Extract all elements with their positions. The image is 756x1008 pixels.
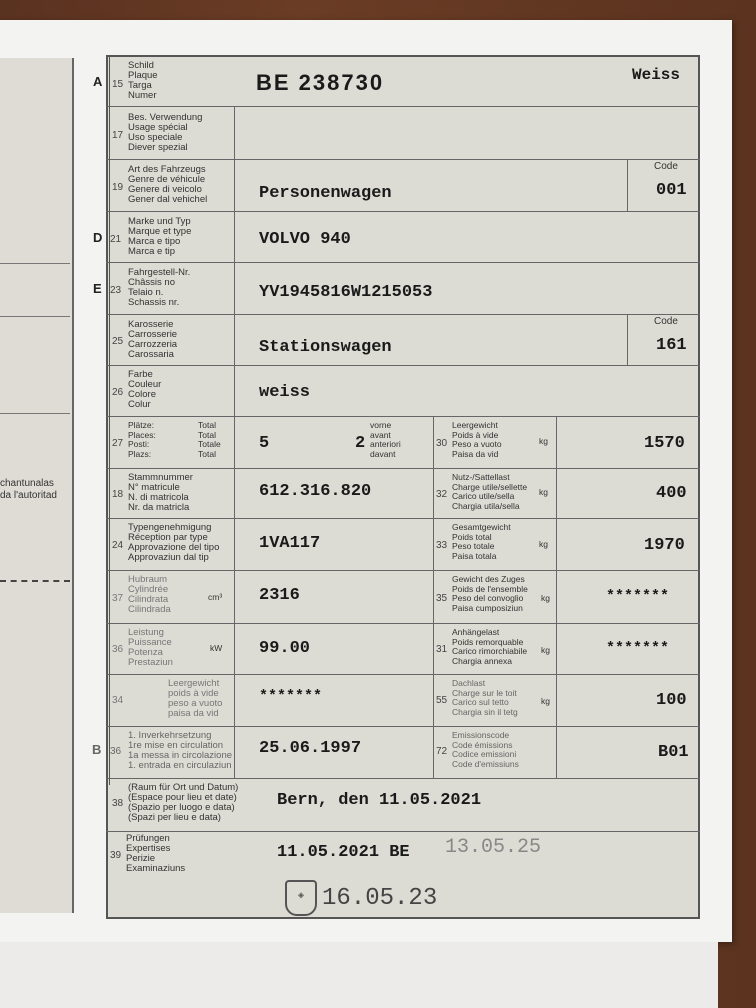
- middle-divider: [433, 417, 434, 779]
- field-label-chassis: Fahrgestell-Nr. Châssis no Telaio n. Schassis nr.: [128, 267, 191, 308]
- field-label-payload: Nutz-/Sattellast Charge utile/sellette Carico utile/sella Chargia utila/sella: [452, 472, 528, 511]
- field-label-vehicle-type: Art des Fahrzeugs Genre de véhicule Genere di veicolo Gener dal vehichel: [128, 164, 208, 205]
- row-26: [106, 366, 700, 417]
- field-number: 17: [112, 130, 124, 141]
- unit-label: kg: [539, 436, 548, 446]
- field-number: 21: [110, 234, 122, 245]
- canton-seal-icon: ◈: [285, 880, 317, 916]
- type-approval-value: 1VA117: [259, 534, 321, 553]
- field-label-empty-weight-2: Leergewicht poids à vide peso a vuoto paisa da vid: [168, 678, 223, 719]
- code-label: Code: [654, 161, 678, 172]
- left-inner-border: [109, 55, 110, 785]
- code-divider: [627, 160, 628, 212]
- left-divider: [0, 263, 70, 264]
- left-divider: [0, 316, 70, 317]
- field-number: 32: [436, 489, 448, 500]
- vehicle-type-value: Personenwagen: [259, 184, 392, 203]
- row-18: [106, 469, 700, 519]
- master-number-value: 612.316.820: [259, 482, 372, 501]
- field-label-first-registration: 1. Inverkehrsetzung 1re mise en circulation 1a messa in circolazione 1. entrada en circulaziun: [128, 730, 233, 771]
- field-number: 31: [436, 644, 448, 655]
- field-number: 37: [112, 593, 124, 604]
- left-text-line: da l'autoritad: [0, 490, 57, 501]
- unit-label: kW: [210, 643, 223, 653]
- displacement-value: 2316: [259, 586, 300, 605]
- color-value: weiss: [259, 383, 311, 402]
- train-weight-value: *******: [606, 588, 670, 605]
- field-label-plate: Schild Plaque Targa Numer: [128, 60, 158, 101]
- field-number: 19: [112, 182, 124, 193]
- field-label-type-approval: Typengenehmigung Réception par type Approvazione del tipo Approvaziun dal tip: [128, 522, 220, 563]
- field-label-total-weight: Gesamtgewicht Poids total Peso totale Paisa totala: [452, 522, 511, 561]
- field-label-special-use: Bes. Verwendung Usage spécial Uso speciale Diever spezial: [128, 112, 203, 153]
- field-letter: B: [92, 742, 102, 757]
- make-model-value: VOLVO 940: [259, 230, 351, 249]
- chassis-value: YV1945816W1215053: [259, 283, 433, 302]
- field-number: 23: [110, 285, 122, 296]
- plate-value: BE 238730: [256, 70, 385, 95]
- field-number: 30: [436, 438, 448, 449]
- field-label-roof-load: Dachlast Charge sur le toit Carico sul tetto Chargia sin il tetg: [452, 678, 518, 717]
- unit-label: kg: [539, 539, 548, 549]
- field-label-body: Karosserie Carrosserie Carrozzeria Carossaria: [128, 319, 178, 360]
- field-label-seats-front: vorne avant anteriori davant: [370, 420, 401, 459]
- left-text-line: chantunalas: [0, 478, 54, 489]
- field-label-place-date: (Raum für Ort und Datum) (Espace pour lieu et date) (Spazio per luogo e data) (Spazi per lieu e data): [128, 782, 239, 823]
- towing-weight-value: *******: [606, 640, 670, 657]
- field-number: 33: [436, 540, 448, 551]
- code-divider: [627, 315, 628, 366]
- unit-label: kg: [539, 487, 548, 497]
- field-label-emission-code: Emissionscode Code émissions Codice emissioni Code d'emissiuns: [452, 730, 519, 769]
- field-label-master-number: Stammnummer N° matricule N. di matricola Nr. da matricla: [128, 472, 193, 513]
- field-label-color: Farbe Couleur Colore Colur: [128, 369, 162, 410]
- field-letter: A: [93, 74, 103, 89]
- field-number: 15: [112, 79, 124, 90]
- field-label-seats-total: Total Total Totale Total: [198, 420, 221, 459]
- field-letter: E: [93, 281, 102, 296]
- emission-code-value: B01: [658, 743, 689, 762]
- field-number: 34: [112, 695, 124, 706]
- field-number: 27: [112, 438, 124, 449]
- vehicle-type-code: 001: [656, 181, 687, 200]
- field-number: 25: [112, 336, 124, 347]
- paper-shadow: [0, 942, 718, 1008]
- row-21: [106, 212, 700, 263]
- payload-value: 400: [656, 484, 687, 503]
- body-code: 161: [656, 336, 687, 355]
- left-divider: [0, 413, 70, 414]
- field-label-seats: Plätze: Places: Posti: Plazs:: [128, 420, 156, 459]
- left-fragment-text: [0, 478, 57, 502]
- unit-label: kg: [541, 696, 550, 706]
- inspection-value: 11.05.2021 BE: [277, 843, 410, 862]
- empty-weight-2-value: *******: [259, 688, 323, 705]
- body-value: Stationswagen: [259, 338, 392, 357]
- field-label-train-weight: Gewicht des Zuges Poids de l'ensemble Peso del convoglio Paisa cumposiziun: [452, 574, 528, 613]
- roof-load-value: 100: [656, 691, 687, 710]
- field-label-power: Leistung Puissance Potenza Prestaziun: [128, 627, 173, 668]
- plate-color-value: Weiss: [632, 66, 681, 84]
- field-number: 18: [112, 489, 124, 500]
- empty-weight-value: 1570: [644, 434, 685, 453]
- total-weight-value: 1970: [644, 536, 685, 555]
- field-number: 55: [436, 695, 448, 706]
- field-number: 35: [436, 593, 448, 604]
- field-number: 72: [436, 746, 448, 757]
- field-number: 36: [110, 746, 122, 757]
- field-number: 36: [112, 644, 124, 655]
- field-number: 39: [110, 850, 122, 861]
- value-divider: [556, 417, 557, 779]
- code-label: Code: [654, 316, 678, 327]
- field-label-inspections: Prüfungen Expertises Perizie Examinaziuns: [126, 833, 186, 874]
- field-label-displacement: Hubraum Cylindrée Cilindrata Cilindrada: [128, 574, 171, 615]
- unit-label: kg: [541, 593, 550, 603]
- field-number: 38: [112, 798, 124, 809]
- seats-total-value: 5: [259, 434, 270, 453]
- field-letter: D: [93, 230, 103, 245]
- unit-label: cm³: [208, 592, 223, 602]
- label-column-divider: [234, 107, 235, 779]
- first-registration-value: 25.06.1997: [259, 739, 362, 758]
- inspection-stamp-1: 13.05.25: [445, 836, 542, 859]
- field-label-empty-weight: Leergewicht Poids à vide Peso a vuoto Paisa da vid: [452, 420, 502, 459]
- row-15: [106, 55, 700, 107]
- place-date-value: Bern, den 11.05.2021: [277, 791, 482, 810]
- left-dashed-line: [0, 580, 70, 582]
- left-page-panel: [0, 58, 74, 913]
- seats-front-value: 2: [355, 434, 366, 453]
- inspection-stamp-2: 16.05.23: [322, 885, 438, 912]
- row-27: [106, 417, 700, 469]
- field-number: 26: [112, 387, 124, 398]
- power-value: 99.00: [259, 639, 311, 658]
- field-label-make-model: Marke und Typ Marque et type Marca e tipo Marca e tip: [128, 216, 192, 257]
- field-label-towing-weight: Anhängelast Poids remorquable Carico rimorchiabile Chargia annexa: [452, 627, 528, 666]
- unit-label: kg: [541, 645, 550, 655]
- row-25: [106, 315, 700, 366]
- field-number: 24: [112, 540, 124, 551]
